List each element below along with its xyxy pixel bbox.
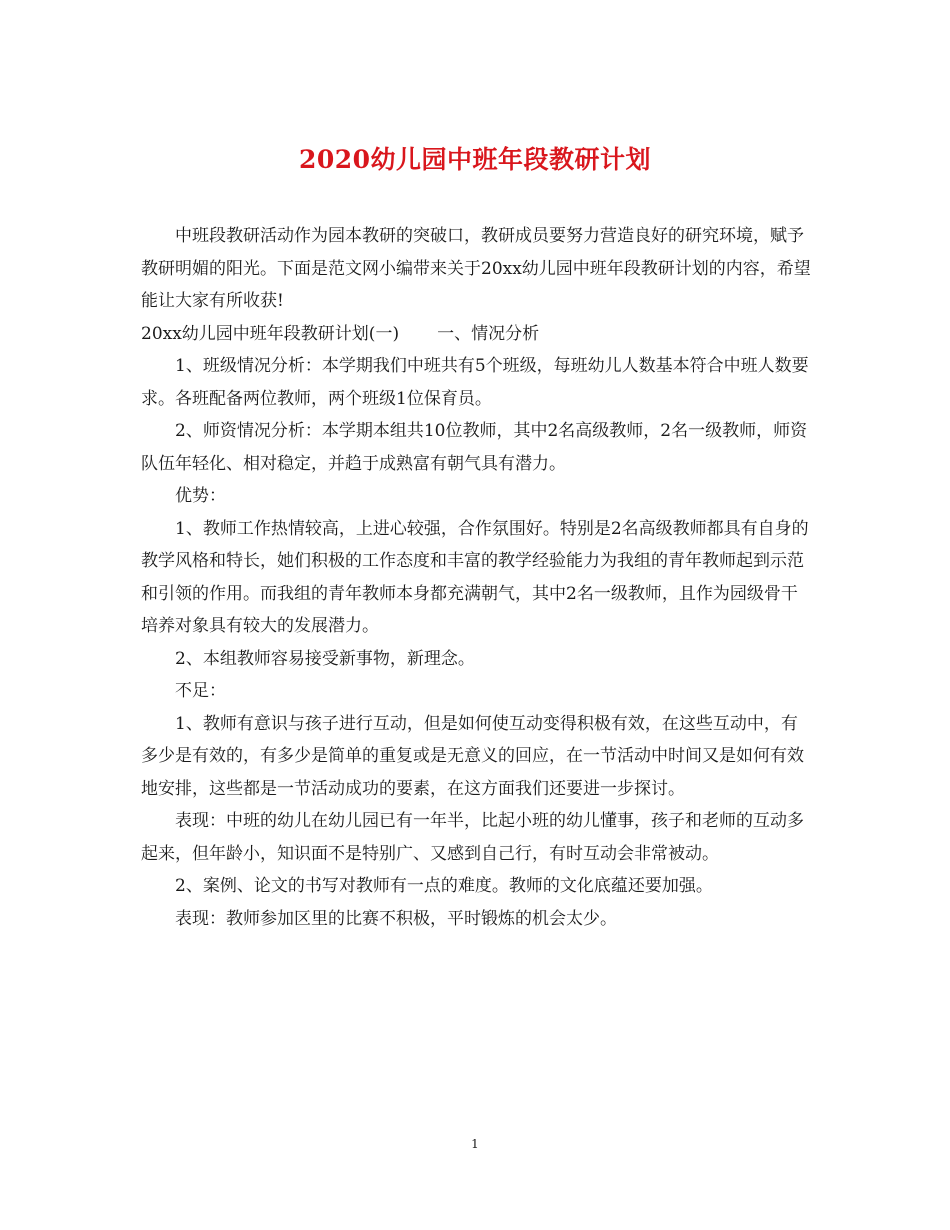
paragraph-strength-1: 1、教师工作热情较高，上进心较强，合作氛围好。特别是2名高级教师都具有自身的教学风格和特长，她们积极的工作态度和丰富的教学经验能力为我组的青年教师起到示范和引领的作用。而我组的青年教师本身都充满朝气，其中2名一级教师，且作为园级骨干培养对象具有较大的发展潜力。 [141,518,809,636]
paragraph-class-analysis: 1、班级情况分析：本学期我们中班共有5个班级，每班幼儿人数基本符合中班人数要求。各班配备两位教师，两个班级1位保育员。 [141,356,809,409]
intro-paragraph: 中班段教研活动作为园本教研的突破口，教研成员要努力营造良好的研究环境，赋予教研明媚的阳光。下面是范文网小编带来关于20xx幼儿园中班年段教研计划的内容，希望能让大家有所收获! [141,226,811,311]
plan-title: 20xx幼儿园中班年段教研计划(一) [141,323,400,344]
subheading-line [141,318,813,351]
paragraph-strength-2: 2、本组教师容易接受新事物，新理念。 [175,648,475,669]
paragraph-manifestation-2: 表现：教师参加区里的比赛不积极，平时锻炼的机会太少。 [175,908,617,929]
page-number: 1 [471,1137,479,1151]
paragraph-weakness-1: 1、教师有意识与孩子进行互动，但是如何使互动变得积极有效，在这些互动中，有多少是有效的，有多少是简单的重复或是无意义的回应，在一节活动中时间又是如何有效地安排，这些都是一节活动成功的要素，在这方面我们还要进一步探讨。 [141,713,804,799]
document-title: 2020幼儿园中班年段教研计划 [298,145,652,174]
section-heading: 一、情况分析 [437,323,540,344]
heading-strengths: 优势： [175,486,226,506]
paragraph-weakness-2: 2、案例、论文的书写对教师有一点的难度。教师的文化底蕴还要加强。 [175,876,713,896]
document-body [141,220,813,935]
paragraph-teacher-analysis: 2、师资情况分析：本学期本组共10位教师，其中2名高级教师，2名一级教师，师资队伍年轻化、相对稳定，并趋于成熟富有朝气具有潜力。 [141,421,808,474]
heading-weaknesses: 不足： [175,681,226,701]
paragraph-manifestation-1: 表现：中班的幼儿在幼儿园已有一年半，比起小班的幼儿懂事，孩子和老师的互动多起来，但年龄小，知识面不是特别广、又感到自己行，有时互动会非常被动。 [141,811,804,864]
